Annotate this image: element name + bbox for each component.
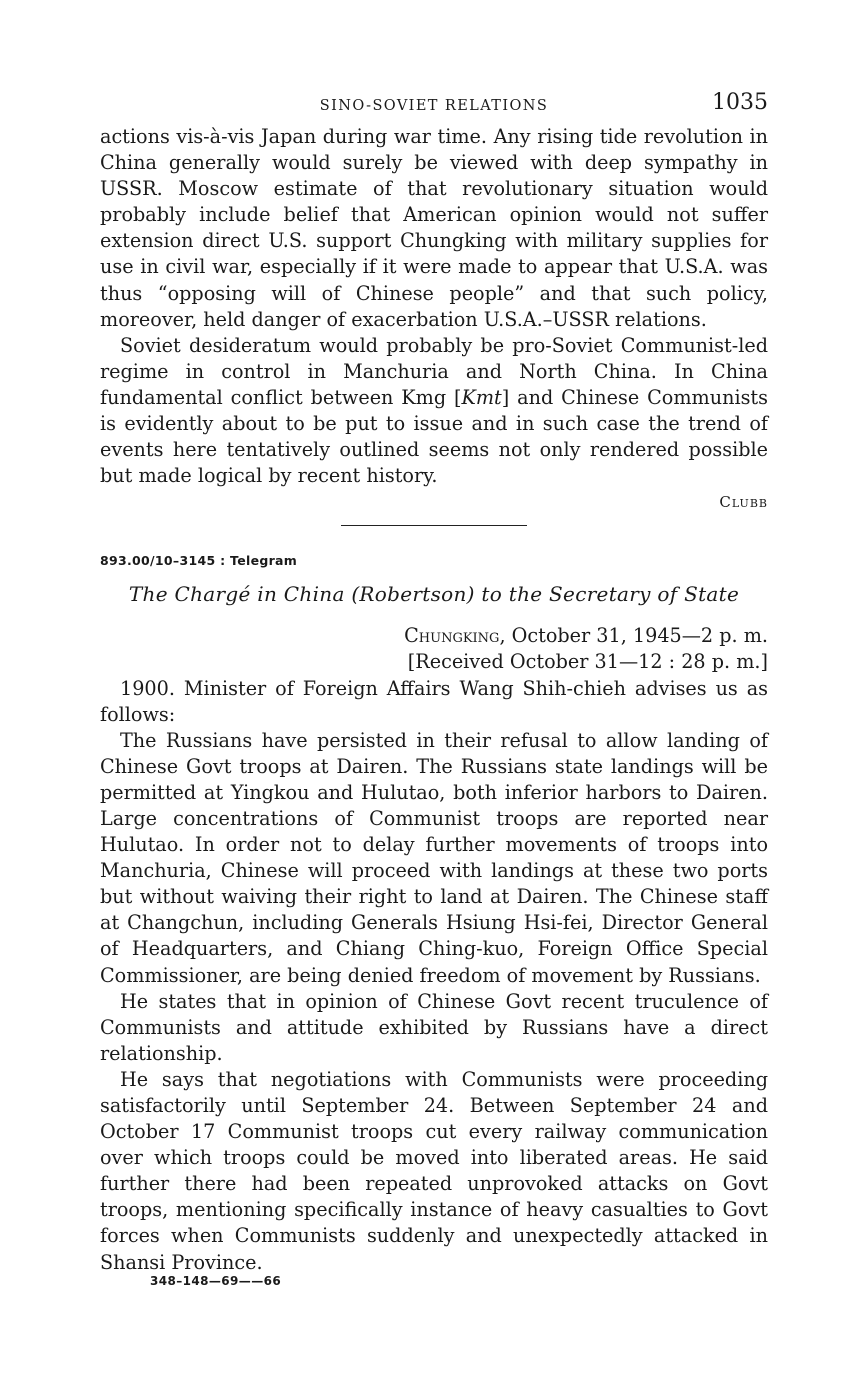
print-code: 348–148—69——66 — [150, 1274, 282, 1288]
paragraph-soviet-desideratum — [100, 333, 768, 490]
document-page — [100, 88, 768, 1276]
section-divider — [341, 525, 527, 526]
telegram-paragraph: 1900. Minister of Foreign Affairs Wang Shih-chieh advises us as follows: — [100, 676, 768, 726]
dateline — [100, 623, 768, 675]
running-header — [100, 88, 768, 124]
dateline-date: , October 31, 1945—2 p. m. — [499, 624, 768, 648]
dateline-sent — [100, 623, 768, 649]
continued-paragraph: actions vis-à-vis Japan during war time. Any rising tide revolution in China generally would surely be viewed with deep sympathy in USSR. Moscow estimate of that revolutionary situation would probably include belief that American opinion would not suffer extension direct U.S. support Chungking with military supplies for use in civil war, especially if it were made to appear that U.S.A. was thus “opposing will of Chinese people” and that such policy, moreover, held danger of exacerbation U.S.A.–USSR relations. — [100, 125, 768, 331]
telegram-paragraph: The Russians have persisted in their refusal to allow landing of Chinese Govt troops at Dairen. The Russians state landings will be permitted at Yingkou and Hulutao, both inferior harbors to Dairen. Large concentrations of Communist troops are reported near Hulutao. In order not to delay further movements of troops into Manchuria, Chinese will proceed with landings at these two ports but without waiving their right to land at Dairen. The Chinese staff at Changchun, including Generals Hsiung Hsi-fei, Director General of Headquarters, and Chiang Ching-kuo, Foreign Office Special Commissioner, are being denied freedom of movement by Russians. — [100, 728, 768, 987]
page-number: 1035 — [712, 90, 768, 115]
paragraph-text: Soviet desideratum would probably be pro-Soviet Communist-led regime in control in Manchuria and North China. In China fundamental conflict between Kmg [ — [100, 333, 768, 409]
dateline-received: [Received October 31—12 : 28 p. m.] — [407, 650, 768, 674]
signature: Clubb — [719, 493, 768, 512]
telegram-paragraph: He says that negotiations with Communists were proceeding satisfactorily until September 24. Between September 24 and October 17 Communist troops cut every railway communication over which troops could be moved into liberated areas. He said further there had been repeated unprovoked attacks on Govt troops, mentioning specifically instance of heavy casualties to Govt forces when Communists suddenly and unexpectedly attacked in Shansi Province. — [100, 1067, 768, 1274]
italic-correction: Kmt — [461, 385, 502, 409]
telegram-paragraph: He states that in opinion of Chinese Govt recent truculence of Communists and attitude exhibited by Russians have a direct relationship. — [100, 989, 768, 1065]
running-title: SINO-SOVIET RELATIONS — [319, 98, 549, 114]
file-reference: 893.00/10–3145 : Telegram — [100, 553, 298, 569]
dateline-place: Chungking — [404, 624, 500, 648]
paragraph-text: ] and Chinese Communists is evidently about to be put to issue and in such case the trend of events here tentatively outlined seems not only rendered possible but made logical by recent history. — [100, 385, 768, 488]
document-title: The Chargé in China (Robertson) to the Secretary of State — [128, 582, 740, 607]
